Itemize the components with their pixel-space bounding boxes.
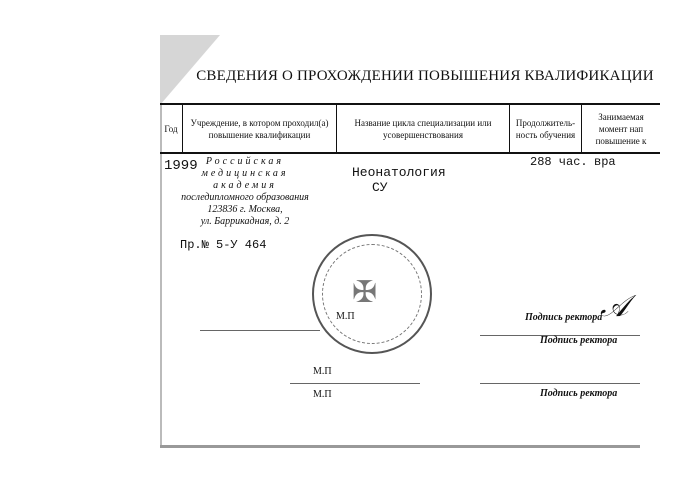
course-code: СУ: [372, 180, 388, 195]
header-institution: Учреждение, в котором проходил(а) повышение квалификации: [183, 105, 337, 152]
stamp-line: медицинская: [201, 168, 289, 179]
stamp-line: Российская: [205, 156, 285, 167]
stamp-line: ул. Баррикадная, д. 2: [200, 216, 290, 227]
header-course: Название цикла специализации или усовершенствования: [337, 105, 510, 152]
signature-label-1: Подпись ректора: [525, 312, 603, 323]
signature-label-3: Подпись ректора: [540, 388, 618, 399]
table-header: [160, 103, 660, 154]
year: 1999: [164, 158, 198, 174]
divider: [200, 330, 320, 331]
header-duration: Продолжитель-ность обучения: [510, 105, 582, 152]
mp-label-1: М.П: [336, 311, 355, 322]
position: вра: [594, 155, 616, 169]
document-title: СВЕДЕНИЯ О ПРОХОЖДЕНИИ ПОВЫШЕНИЯ КВАЛИФИКАЦИИ: [196, 68, 654, 84]
signature-label-2: Подпись ректора: [540, 335, 618, 346]
divider: [480, 383, 640, 384]
stamp-line: 123836 г. Москва,: [207, 204, 283, 215]
stamp-line: последипломного образования: [181, 192, 309, 203]
divider: [290, 383, 420, 384]
duration: 288 час.: [530, 155, 588, 169]
mp-label-3: М.П: [313, 389, 332, 400]
course-name: Неонатология: [352, 165, 446, 180]
header-year: Год: [160, 105, 183, 152]
header-position: Занимаемая момент нап повышение к: [595, 111, 647, 146]
mp-label-2: М.П: [313, 366, 332, 377]
stamp-line: академия: [213, 180, 277, 191]
institution-stamp: [180, 156, 310, 228]
signature-icon: 𝒜: [600, 290, 629, 323]
order-number: Пр.№ 5-У 464: [180, 238, 267, 252]
eagle-emblem-icon: ✠: [352, 276, 378, 309]
bottom-edge: [160, 445, 640, 448]
